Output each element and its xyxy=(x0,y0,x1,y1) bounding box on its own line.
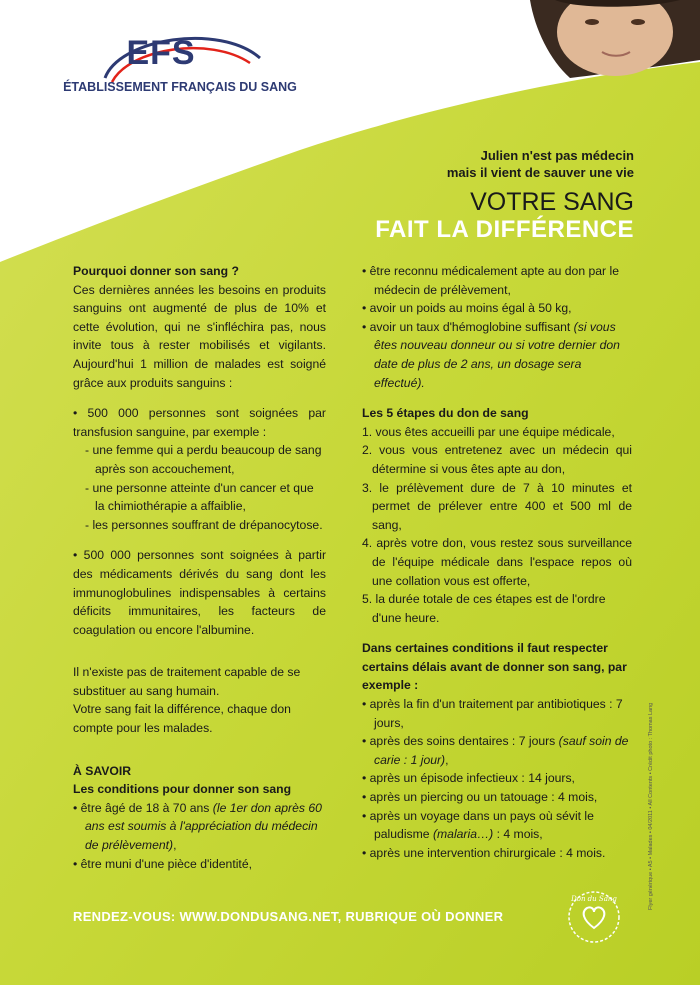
headline-line1: VOTRE SANG xyxy=(470,188,634,216)
logo-full-name: ÉTABLISSEMENT FRANÇAIS DU SANG xyxy=(63,80,297,94)
condition-age: • être âgé de 18 à 70 ans (le 1er don après 60 ans est soumis à l'appréciation du médecin de prélèvement), xyxy=(73,800,322,853)
why-text: Ces dernières années les besoins en produits sanguins ont augmenté de plus de 10% et cette évolution, qui ne s'infléchira pas, nous invite tous à rester mobilisés et vigilants. Aujourd'hui 1 million de malades est soigné grâce aux produits sanguins : xyxy=(73,282,326,390)
delay-item: • après un voyage dans un pays où sévit le paludisme (malaria…) : 4 mois, xyxy=(362,808,594,842)
logo-acronym: EFS xyxy=(126,34,196,72)
example-item: - une personne atteinte d'un cancer et que la chimiothérapie a affaiblie, xyxy=(85,480,314,514)
delay-item: • après un épisode infectieux : 14 jours, xyxy=(362,771,575,786)
tagline-line1: Julien n'est pas médecin xyxy=(480,148,634,163)
headline-line2: FAIT LA DIFFÉRENCE xyxy=(375,216,634,243)
bullet-transfusion: • 500 000 personnes sont soignées par transfusion sanguine, par exemple : xyxy=(73,406,326,439)
condition-id: • être muni d'une pièce d'identité, xyxy=(73,856,252,871)
step-item: 3. le prélèvement dure de 7 à 10 minutes et permet de prélever entre 400 et 500 ml de sang, xyxy=(362,480,632,532)
step-item: 1. vous êtes accueilli par une équipe médicale, xyxy=(362,424,615,439)
condition-hemoglobin: • avoir un taux d'hémoglobine suffisant (si vous êtes nouveau donneur ou si votre dernier don date de plus de 2 ans, un dosage sera effectué). xyxy=(362,319,620,390)
right-column xyxy=(362,262,632,862)
example-item: - les personnes souffrant de drépanocytose. xyxy=(85,517,323,532)
portrait-image xyxy=(510,0,700,80)
don-du-sang-badge xyxy=(565,888,623,946)
no-substitute-text: Il n'existe pas de traitement capable de se substituer au sang humain. xyxy=(73,665,301,698)
footer-cta[interactable]: RENDEZ-VOUS: WWW.DONDUSANG.NET, RUBRIQUE OÙ DONNER xyxy=(73,909,504,924)
delay-item: • après la fin d'un traitement par antibiotiques : 7 jours, xyxy=(362,697,623,730)
step-item: 4. après votre don, vous restez sous surveillance de l'équipe médicale dans l'espace repos où une collation vous est offerte, xyxy=(362,536,632,588)
conditions-title: Les conditions pour donner son sang xyxy=(73,782,292,797)
why-title: Pourquoi donner son sang ? xyxy=(73,264,239,278)
example-item: - une femme qui a perdu beaucoup de sang après son accouchement, xyxy=(85,443,322,476)
left-column xyxy=(73,262,326,873)
delay-item: • après une intervention chirurgicale : 4 mois. xyxy=(362,845,606,860)
bullet-medicaments: • 500 000 personnes sont soignées à partir des médicaments dérivés du sang dont les immunoglobulines indispensables à certains déficits immunitaires, les facteurs de coagulation ou encore l'albumine. xyxy=(73,548,326,637)
step-item: 2. vous vous entretenez avec un médecin qui détermine si vous êtes apte au don, xyxy=(362,443,632,476)
savoir-title: À SAVOIR xyxy=(73,763,132,778)
difference-text: Votre sang fait la différence, chaque don compte pour les malades. xyxy=(73,702,291,736)
badge-label: Don du Sang xyxy=(571,895,617,903)
delays-title: Dans certaines conditions il faut respecter certains délais avant de donner son sang, par exemple : xyxy=(362,641,627,693)
tagline xyxy=(447,147,634,181)
step-item: 5. la durée totale de ces étapes est de l'ordre d'une heure. xyxy=(362,592,606,625)
steps-title: Les 5 étapes du don de sang xyxy=(362,406,529,421)
condition-weight: • avoir un poids au moins égal à 50 kg, xyxy=(362,301,572,316)
photo-credit: Flyer générique • A5 • Malades • 04/2011 • All Contents • Crédit photo : Thomas Lang xyxy=(648,702,654,910)
tagline-line2: mais il vient de sauver une vie xyxy=(446,165,634,180)
condition-apte: • être reconnu médicalement apte au don par le médecin de prélèvement, xyxy=(362,264,619,297)
delay-item: • après des soins dentaires : 7 jours (sauf soin de carie : 1 jour), xyxy=(362,734,629,767)
delay-item: • après un piercing ou un tatouage : 4 mois, xyxy=(362,790,598,805)
